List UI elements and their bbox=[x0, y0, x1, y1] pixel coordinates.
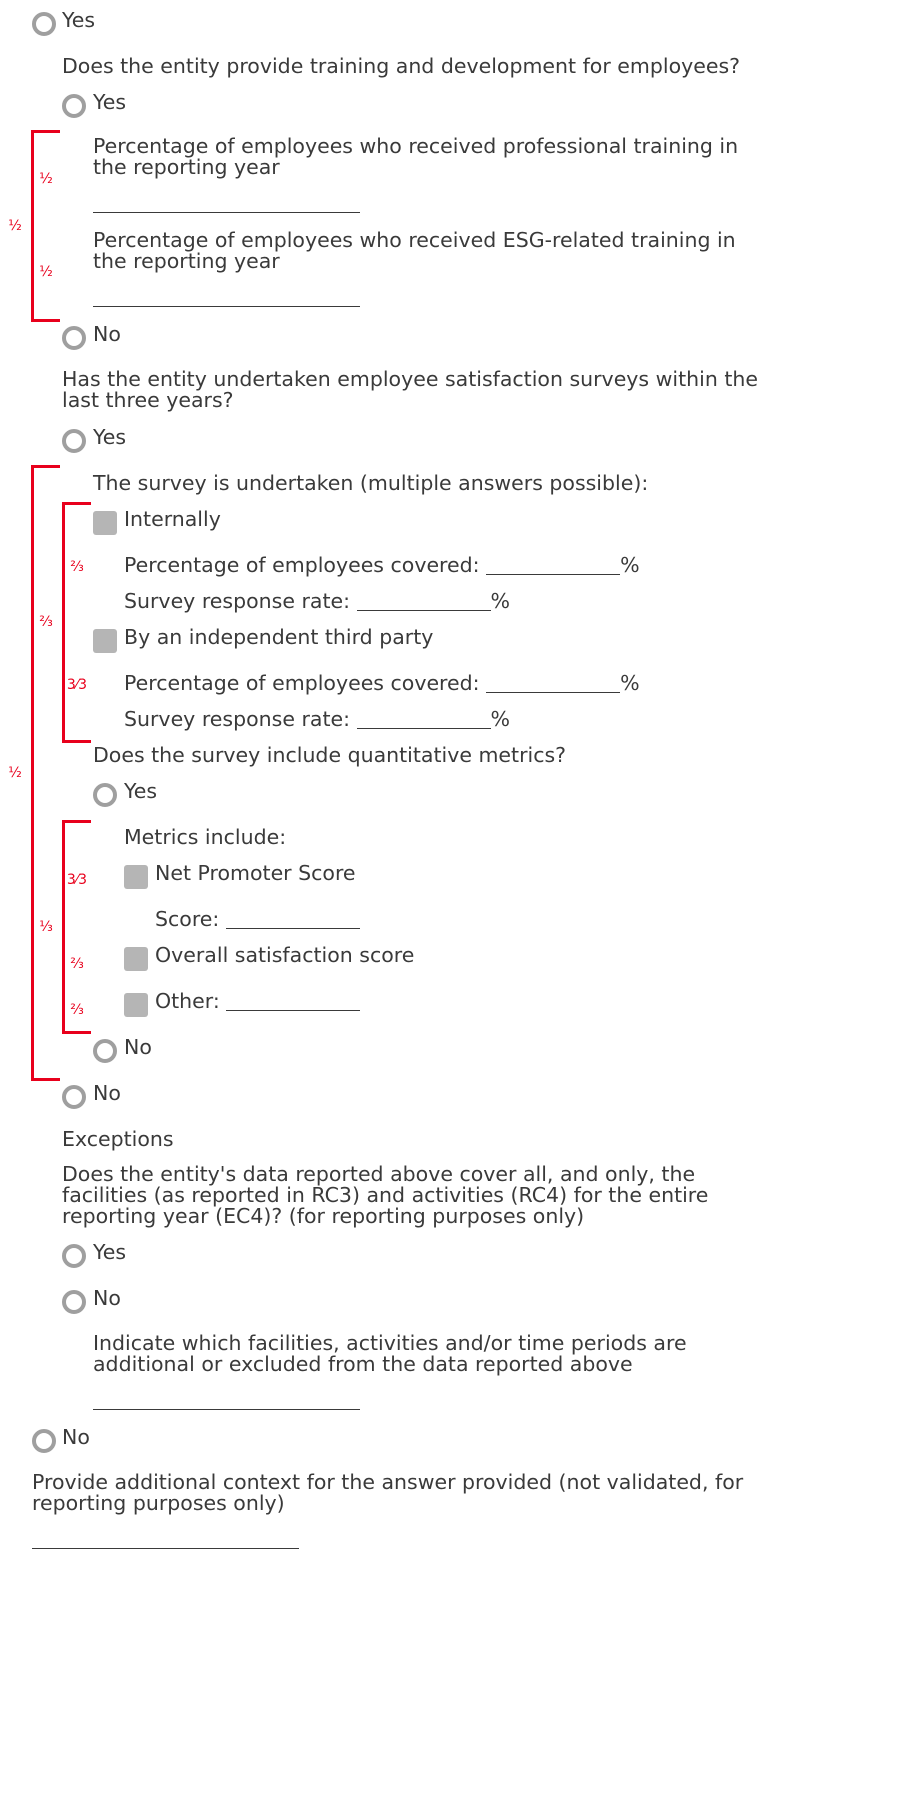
pct-professional-label: Percentage of employees who received professional training in the reporting year bbox=[93, 134, 739, 179]
third-party-label: By an independent third party bbox=[124, 625, 434, 649]
nps-score-row bbox=[155, 907, 360, 931]
other-metric-row bbox=[155, 989, 360, 1013]
third-party-pct-covered-row bbox=[124, 671, 640, 695]
training-no-label: No bbox=[93, 322, 121, 346]
exceptions-indicate-input[interactable] bbox=[93, 1409, 360, 1410]
exceptions-yes-label: Yes bbox=[93, 1240, 127, 1264]
training-no-radio[interactable] bbox=[62, 326, 86, 350]
score-bracket-undertaken bbox=[62, 502, 91, 743]
score-fraction-internally: ⅔ bbox=[70, 559, 84, 575]
nps-label: Net Promoter Score bbox=[155, 861, 356, 885]
internal-response-rate-label: Survey response rate: bbox=[124, 589, 351, 613]
survey-yes-radio[interactable] bbox=[62, 429, 86, 453]
score-fraction-undertaken: ⅔ bbox=[39, 614, 53, 630]
score-fraction-pct-esg: ½ bbox=[39, 264, 53, 280]
root-yes-radio[interactable] bbox=[32, 12, 56, 36]
score-fraction-nps: 3⁄3 bbox=[66, 872, 88, 888]
exceptions-no-radio[interactable] bbox=[62, 1290, 86, 1314]
survey-question: Has the entity undertaken employee satisfaction surveys within the last three years? bbox=[62, 367, 758, 412]
score-fraction-third-party: 3⁄3 bbox=[66, 677, 88, 693]
metrics-include-label: Metrics include: bbox=[124, 825, 287, 849]
training-question: Does the entity provide training and development for employees? bbox=[62, 54, 741, 78]
exceptions-question: Does the entity's data reported above cover all, and only, the facilities (as reported in RC3) and activities (RC4) for the entire reporting year (EC4)? (for reporting purposes only) bbox=[62, 1162, 709, 1228]
pct-esg-label: Percentage of employees who received ESG-related training in the reporting year bbox=[93, 228, 736, 273]
exceptions-heading: Exceptions bbox=[62, 1127, 174, 1151]
third-party-response-rate-input[interactable] bbox=[357, 708, 491, 729]
other-metric-checkbox[interactable] bbox=[124, 993, 148, 1017]
nps-score-label: Score: bbox=[155, 907, 220, 931]
survey-yes-label: Yes bbox=[93, 425, 127, 449]
score-fraction-training: ½ bbox=[8, 218, 22, 234]
other-metric-input[interactable] bbox=[226, 990, 360, 1011]
pct-professional-input[interactable] bbox=[93, 212, 360, 213]
survey-no-radio[interactable] bbox=[62, 1085, 86, 1109]
third-party-response-rate-label: Survey response rate: bbox=[124, 707, 351, 731]
quant-yes-label: Yes bbox=[124, 779, 158, 803]
third-party-pct-covered-label: Percentage of employees covered: bbox=[124, 671, 480, 695]
training-yes-label: Yes bbox=[93, 90, 127, 114]
internally-label: Internally bbox=[124, 507, 221, 531]
pct-esg-input[interactable] bbox=[93, 306, 360, 307]
third-party-checkbox[interactable] bbox=[93, 629, 117, 653]
other-metric-label: Other: bbox=[155, 989, 220, 1013]
quant-yes-radio[interactable] bbox=[93, 783, 117, 807]
score-bracket-survey bbox=[31, 465, 60, 1081]
nps-checkbox[interactable] bbox=[124, 865, 148, 889]
percent-sign: % bbox=[490, 707, 511, 731]
third-party-pct-covered-input[interactable] bbox=[486, 672, 620, 693]
quant-no-radio[interactable] bbox=[93, 1039, 117, 1063]
overall-satisfaction-label: Overall satisfaction score bbox=[155, 943, 415, 967]
quant-no-label: No bbox=[124, 1035, 152, 1059]
root-no-radio[interactable] bbox=[32, 1429, 56, 1453]
third-party-response-rate-row bbox=[124, 707, 510, 731]
exceptions-indicate-label: Indicate which facilities, activities and/or time periods are additional or excluded from the data reported above bbox=[93, 1331, 687, 1376]
nps-score-input[interactable] bbox=[226, 908, 360, 929]
internal-response-rate-input[interactable] bbox=[357, 590, 491, 611]
exceptions-yes-radio[interactable] bbox=[62, 1244, 86, 1268]
score-fraction-survey: ½ bbox=[8, 765, 22, 781]
internal-pct-covered-label: Percentage of employees covered: bbox=[124, 553, 480, 577]
percent-sign: % bbox=[490, 589, 511, 613]
internal-response-rate-row bbox=[124, 589, 510, 613]
percent-sign: % bbox=[620, 671, 640, 695]
overall-satisfaction-checkbox[interactable] bbox=[124, 947, 148, 971]
context-prompt: Provide additional context for the answer provided (not validated, for reporting purposes only) bbox=[32, 1470, 744, 1515]
quant-metrics-question: Does the survey include quantitative metrics? bbox=[93, 743, 567, 767]
internal-pct-covered-input[interactable] bbox=[486, 554, 620, 575]
score-bracket-training bbox=[31, 130, 60, 322]
score-fraction-overall: ⅔ bbox=[70, 956, 84, 972]
root-no-label: No bbox=[62, 1425, 90, 1449]
root-yes-label: Yes bbox=[62, 8, 96, 32]
internally-checkbox[interactable] bbox=[93, 511, 117, 535]
score-fraction-pct-professional: ½ bbox=[39, 171, 53, 187]
training-yes-radio[interactable] bbox=[62, 94, 86, 118]
score-fraction-other: ⅔ bbox=[70, 1002, 84, 1018]
context-input[interactable] bbox=[32, 1548, 299, 1549]
survey-no-label: No bbox=[93, 1081, 121, 1105]
internal-pct-covered-row bbox=[124, 553, 640, 577]
score-fraction-quant-metrics: ⅓ bbox=[39, 919, 53, 935]
percent-sign: % bbox=[620, 553, 640, 577]
survey-undertaken-label: The survey is undertaken (multiple answers possible): bbox=[93, 471, 649, 495]
exceptions-no-label: No bbox=[93, 1286, 121, 1310]
